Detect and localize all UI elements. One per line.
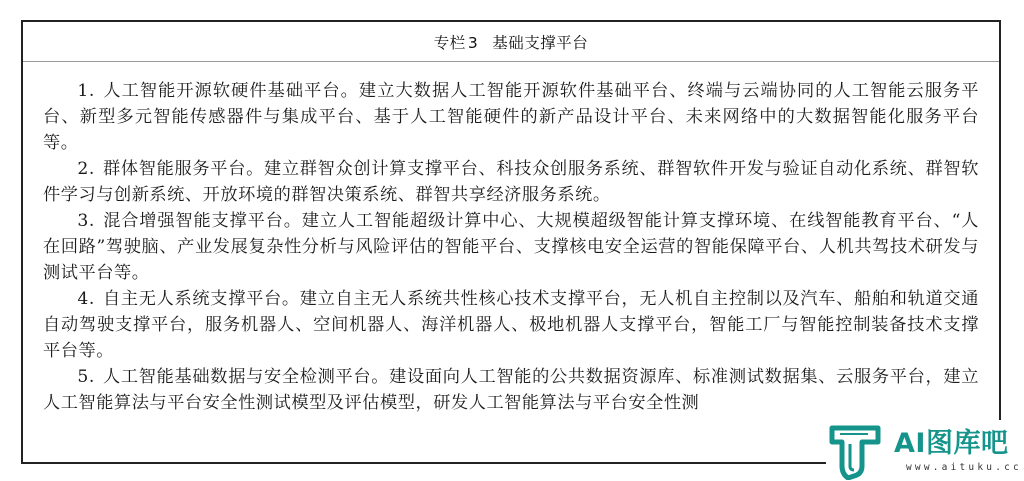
item-index: 4. [77,289,95,309]
item-text: 人工智能开源软硬件基础平台。建立大数据人工智能开源软件基础平台、终端与云端协同的人工智能云服务平台、新型多元智能传感器件与集成平台、基于人工智能硬件的新产品设计平台、未来网络中的大数据智能化服务平台等。 [43,81,979,153]
watermark-brand: AI图库吧 [894,427,1009,459]
list-item [43,286,979,364]
watermark [826,420,1024,481]
list-item [43,156,979,208]
watermark-url: www.aituku.cc [906,461,1022,473]
item-text: 混合增强智能支撑平台。建立人工智能超级计算中心、大规模超级智能计算支撑环境、在线智能教育平台、“人在回路”驾驶脑、产业发展复杂性分析与风险评估的智能平台、支撑核电安全运营的智能保障平台、人机共驾技术研发与测试平台等。 [43,211,979,283]
box-header [23,22,999,62]
item-index: 3. [77,211,95,231]
watermark-text [894,429,1022,473]
item-text: 群体智能服务平台。建立群智众创计算支撑平台、科技众创服务系统、群智软件开发与验证自动化系统、群智软件学习与创新系统、开放环境的群智决策系统、群智共享经济服务系统。 [43,159,979,205]
item-index: 1. [77,81,95,101]
box-title-text: 基础支撑平台 [492,33,589,52]
list-item [43,364,979,416]
list-item [43,208,979,286]
box-title-prefix: 专栏 [433,33,466,52]
item-text: 自主无人系统支撑平台。建立自主无人系统共性核心技术支撑平台，无人机自主控制以及汽车、船舶和轨道交通自动驾驶支撑平台，服务机器人、空间机器人、海洋机器人、极地机器人支撑平台，智能工厂与智能控制装备技术支撑平台等。 [43,289,979,361]
box-body [23,62,999,416]
item-index: 2. [77,159,95,179]
box-title [434,31,588,53]
item-index: 5. [77,367,95,387]
box-title-number: 3 [467,33,479,52]
list-item [43,78,979,156]
item-text: 人工智能基础数据与安全检测平台。建设面向人工智能的公共数据资源库、标准测试数据集、云服务平台，建立人工智能算法与平台安全性测试模型及评估模型，研发人工智能算法与平台安全性测 [43,367,979,413]
sidebar-box [21,20,1001,464]
aituku-logo-icon [828,422,882,480]
